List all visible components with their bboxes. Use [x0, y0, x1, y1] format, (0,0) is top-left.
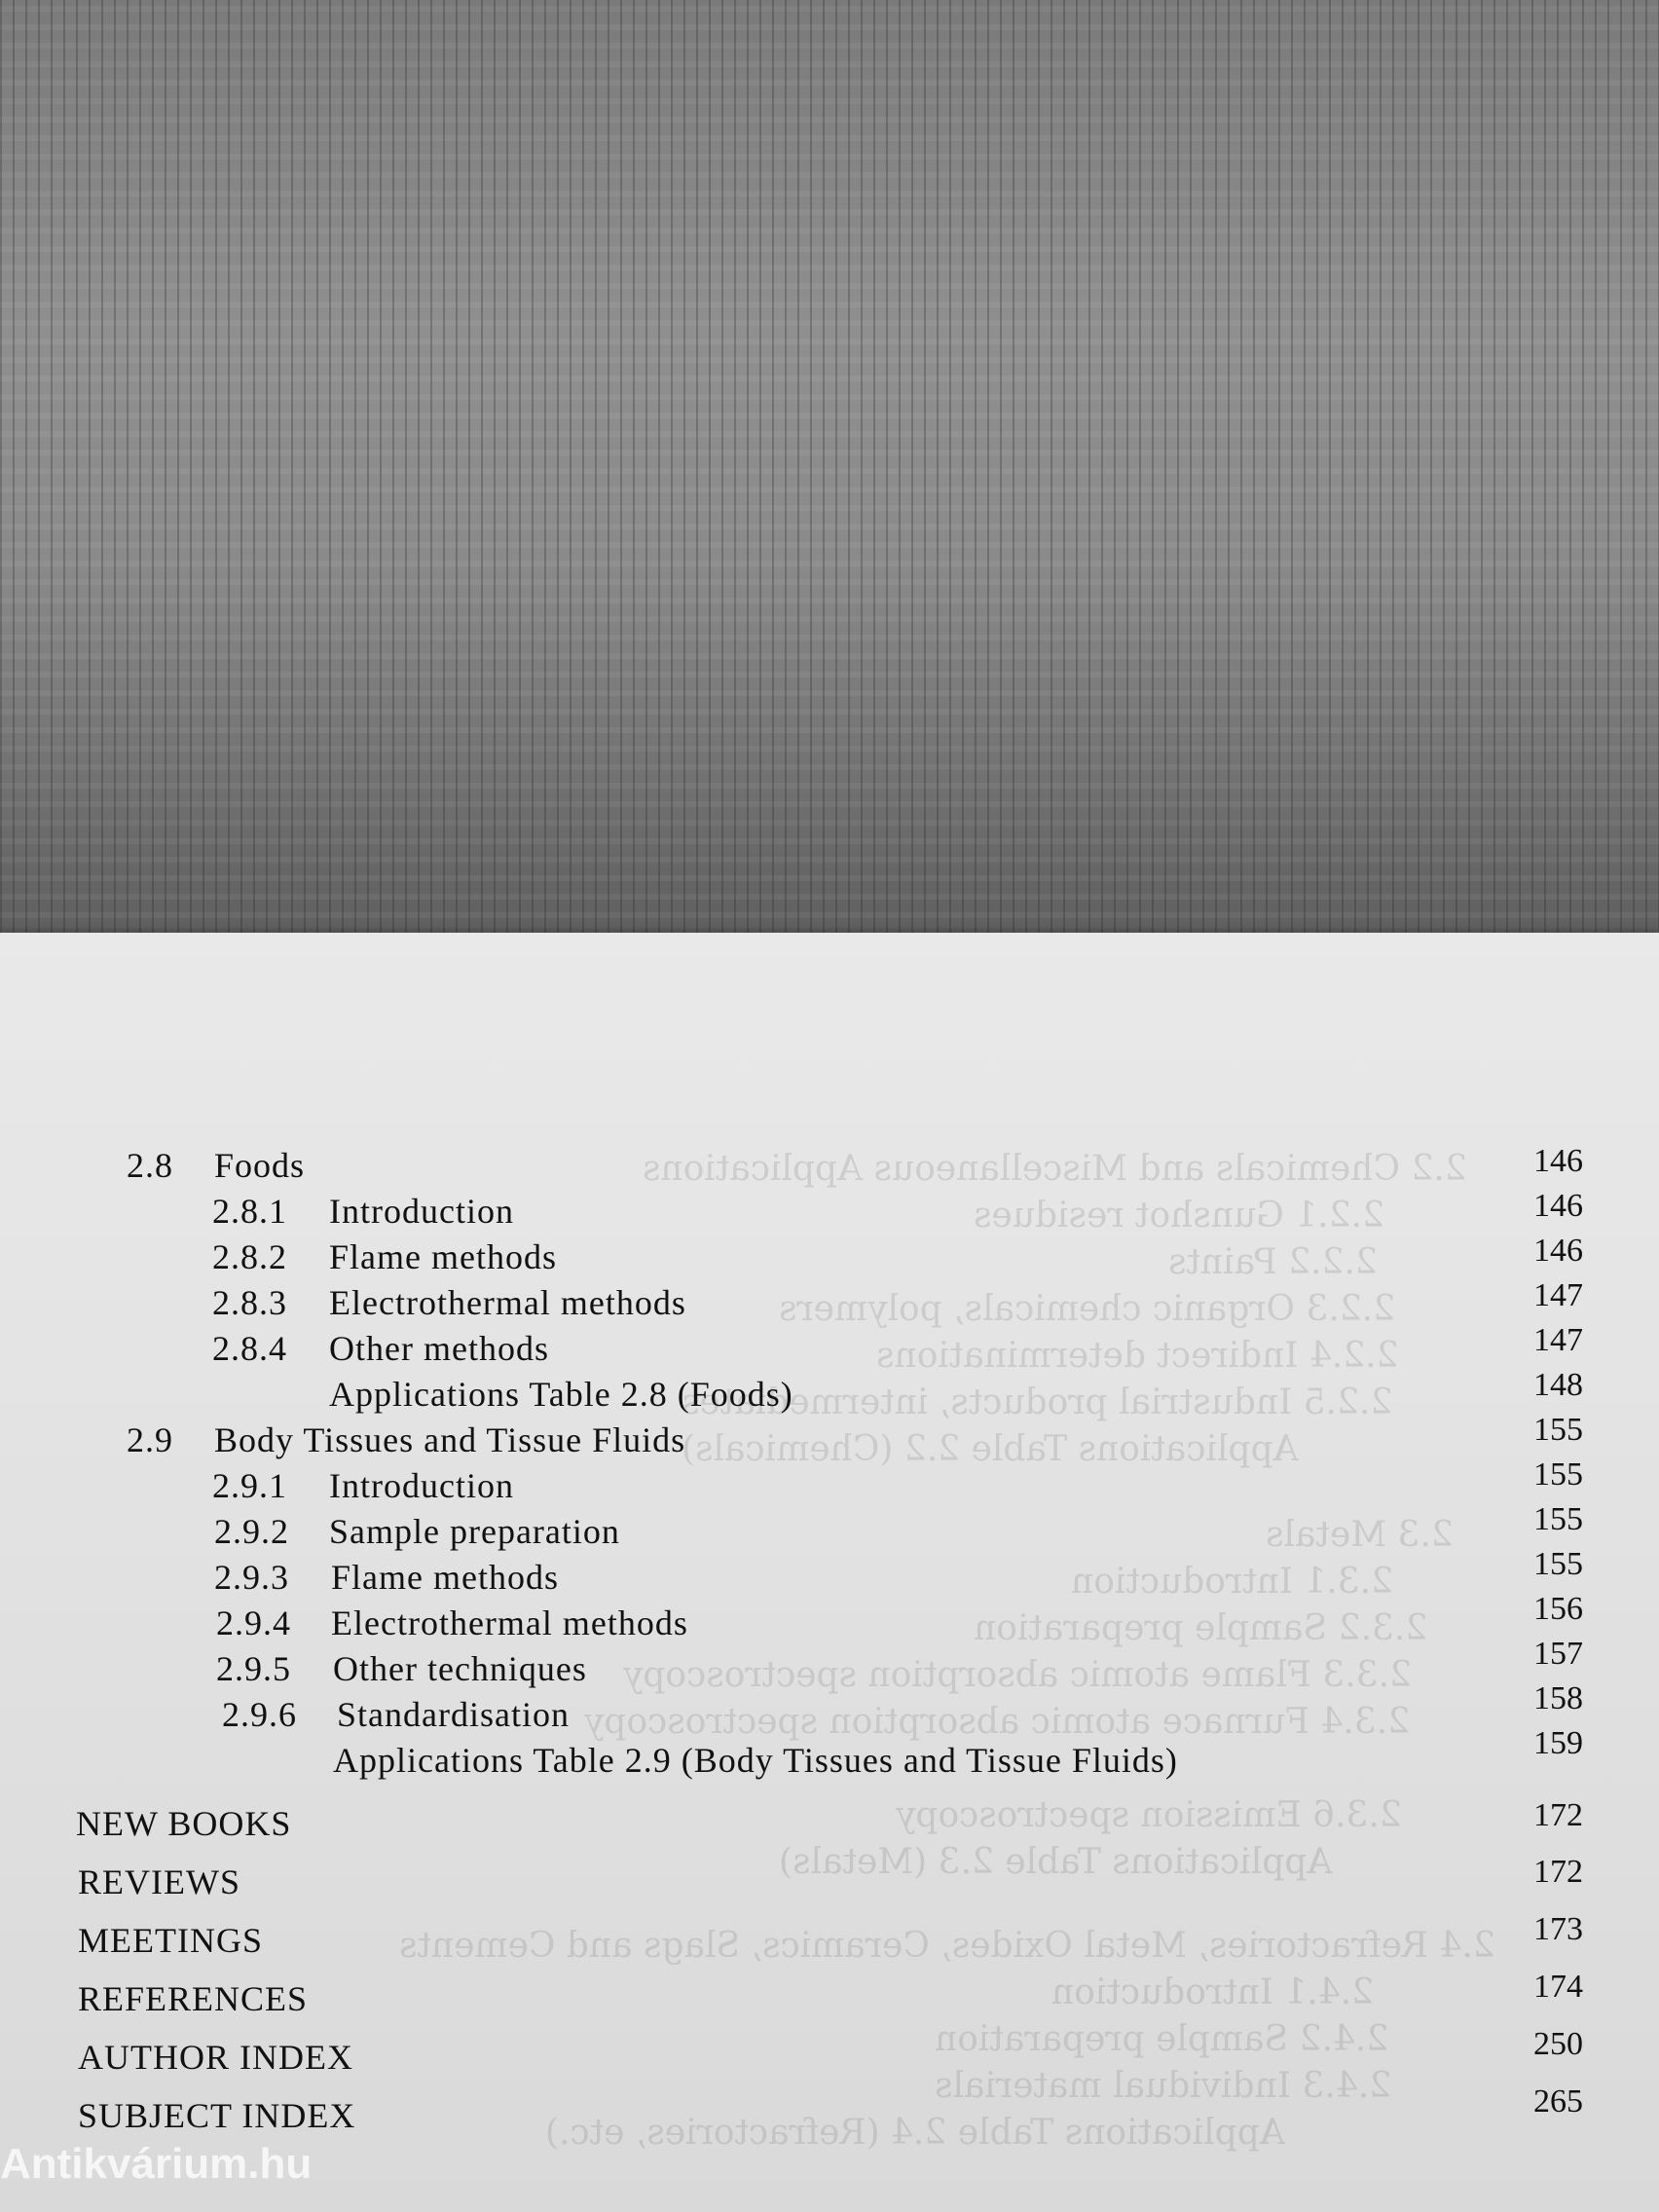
page-number: 158: [1533, 1680, 1583, 1716]
toc-entry-title: Sample preparation: [329, 1512, 620, 1551]
page-number: 148: [1533, 1367, 1583, 1403]
section-number: 2.9.3: [214, 1558, 289, 1597]
show-through-line: 2.3.2 Sample preparation: [974, 1608, 1428, 1648]
page-number: 156: [1533, 1591, 1583, 1627]
page-number: 147: [1533, 1277, 1583, 1313]
section-number: 2.9.5: [216, 1649, 291, 1688]
section-number: 2.9: [127, 1420, 173, 1459]
page-number: 147: [1533, 1322, 1583, 1358]
page-number: 159: [1533, 1725, 1583, 1761]
page-number: 157: [1533, 1636, 1583, 1672]
toc-entry-title: Flame methods: [331, 1558, 559, 1597]
back-matter-title: SUBJECT INDEX: [78, 2096, 356, 2135]
show-through-line: 2.2.5 Industrial products, intermediates: [682, 1382, 1393, 1422]
page-number: 265: [1533, 2083, 1583, 2120]
show-through-line: 2.3.6 Emission spectroscopy: [896, 1795, 1402, 1835]
show-through-line: Applications Table 2.3 (Metals): [779, 1842, 1333, 1882]
toc-entry-title: Electrothermal methods: [331, 1604, 688, 1642]
show-through-line: 2.2 Chemicals and Miscellaneous Applications: [643, 1149, 1467, 1189]
back-matter-title: AUTHOR INDEX: [78, 2038, 353, 2077]
section-number: 2.8: [127, 1146, 173, 1185]
section-number: 2.8.4: [212, 1329, 287, 1368]
toc-entry-title: Foods: [214, 1146, 306, 1185]
page-number: 172: [1533, 1797, 1583, 1833]
section-number: 2.8.3: [212, 1283, 287, 1322]
section-number: 2.9.1: [212, 1466, 287, 1505]
show-through-line: 2.2.1 Gunshot residues: [974, 1196, 1384, 1235]
page-number: 146: [1533, 1143, 1583, 1179]
section-number: 2.8.2: [212, 1237, 287, 1276]
show-through-line: 2.3 Metals: [1266, 1515, 1454, 1555]
back-matter-title: NEW BOOKS: [76, 1804, 292, 1843]
show-through-line: 2.4.2 Sample preparation: [935, 2019, 1389, 2059]
table-of-contents: [0, 933, 1659, 2212]
back-matter-title: REFERENCES: [78, 1979, 309, 2018]
page-number: 155: [1533, 1456, 1583, 1493]
page-number: 174: [1533, 1969, 1583, 2005]
toc-entry-title: Introduction: [329, 1192, 514, 1231]
show-through-line: 2.2.2 Paints: [1168, 1242, 1378, 1282]
section-number: 2.9.4: [216, 1604, 291, 1642]
show-through-line: Applications Table 2.2 (Chemicals): [682, 1429, 1299, 1469]
page-number: 173: [1533, 1911, 1583, 1947]
book-page: [0, 933, 1659, 2212]
toc-entry-title: Body Tissues and Tissue Fluids: [214, 1420, 686, 1459]
show-through-line: 2.3.3 Flame atomic absorption spectroscopy: [623, 1655, 1412, 1695]
page-number: 250: [1533, 2026, 1583, 2062]
show-through-line: 2.4.1 Introduction: [1051, 1972, 1375, 2012]
watermark: Antikvárium.hu: [0, 2140, 313, 2188]
section-number: 2.9.6: [222, 1695, 297, 1734]
toc-entry-title: Applications Table 2.9 (Body Tissues and Tissue Fluids): [333, 1741, 1178, 1780]
toc-entry-title: Other methods: [329, 1329, 549, 1368]
show-through-line: 2.2.3 Organic chemicals, polymers: [779, 1289, 1396, 1329]
toc-entry-title: Introduction: [329, 1466, 514, 1505]
show-through-line: 2.4 Refractories, Metal Oxides, Ceramics, Slags and Cements: [399, 1926, 1495, 1966]
page-number: 146: [1533, 1233, 1583, 1269]
show-through-line: 2.2.4 Indirect determinations: [876, 1336, 1399, 1376]
back-matter-title: REVIEWS: [78, 1862, 240, 1901]
show-through-line: Applications Table 2.4 (Refractories, etc.): [545, 2113, 1285, 2153]
page-number: 155: [1533, 1501, 1583, 1537]
section-number: 2.9.2: [214, 1512, 289, 1551]
page-number: 155: [1533, 1412, 1583, 1448]
fabric-backdrop: [0, 0, 1659, 937]
show-through-line: 2.3.1 Introduction: [1071, 1562, 1394, 1602]
toc-entry: [127, 1145, 173, 1186]
toc-entry-title: Electrothermal methods: [329, 1283, 686, 1322]
page-number: 155: [1533, 1546, 1583, 1582]
toc-entry-title: Applications Table 2.8 (Foods): [329, 1375, 793, 1414]
toc-entry-title: Flame methods: [329, 1237, 557, 1276]
back-matter-title: MEETINGS: [78, 1921, 263, 1960]
page-number: 172: [1533, 1854, 1583, 1890]
toc-entry-title: Standardisation: [337, 1695, 570, 1734]
section-number: 2.8.1: [212, 1192, 287, 1231]
show-through-line: 2.3.4 Furnace atomic absorption spectroscopy: [584, 1702, 1411, 1742]
page-number: 146: [1533, 1188, 1583, 1224]
show-through-line: 2.4.3 Individual materials: [935, 2066, 1392, 2106]
toc-entry-title: Other techniques: [333, 1649, 587, 1688]
